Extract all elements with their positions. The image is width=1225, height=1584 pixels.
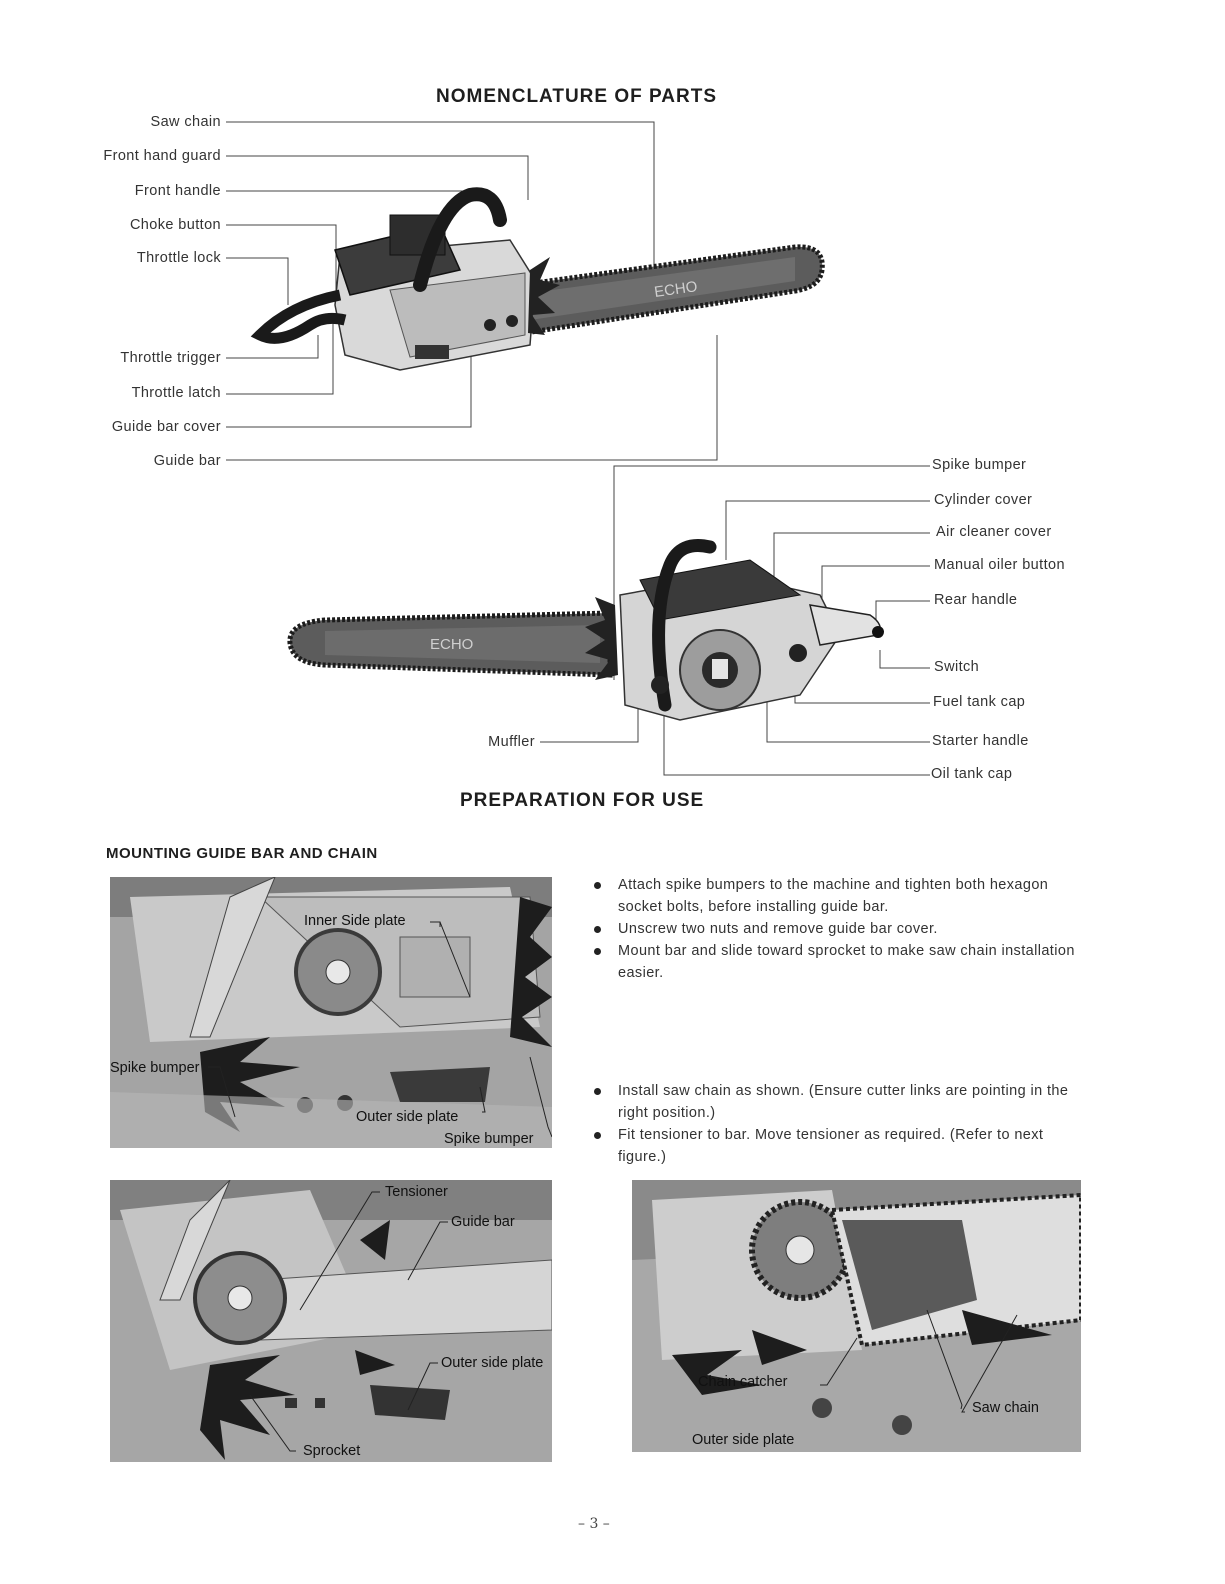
photo1-label-spike-bumper-left: Spike bumper bbox=[110, 1060, 200, 1076]
label-spike-bumper: Spike bumper bbox=[932, 457, 1027, 473]
instructions-top-list bbox=[592, 874, 1092, 984]
photo-tensioner-and-sprocket bbox=[110, 1180, 552, 1462]
instructions-bottom-list bbox=[592, 1080, 1092, 1168]
list-item: Unscrew two nuts and remove guide bar cover. bbox=[592, 918, 1092, 940]
photo1-label-inner-side-plate: Inner Side plate bbox=[304, 913, 406, 929]
chainsaw-starter-side-illustration bbox=[280, 535, 890, 735]
bar-brand-text: ECHO bbox=[653, 278, 699, 301]
bar-brand-text-2: ECHO bbox=[430, 636, 474, 653]
photo-saw-chain-installed bbox=[632, 1180, 1081, 1452]
label-cylinder-cover: Cylinder cover bbox=[934, 492, 1033, 508]
list-item: Fit tensioner to bar. Move tensioner as required. (Refer to next figure.) bbox=[592, 1124, 1092, 1168]
label-muffler: Muffler bbox=[488, 734, 535, 750]
nomenclature-title: NOMENCLATURE OF PARTS bbox=[436, 86, 718, 107]
label-switch: Switch bbox=[934, 659, 980, 675]
mounting-section-title: MOUNTING GUIDE BAR AND CHAIN bbox=[106, 845, 378, 862]
label-throttle-trigger: Throttle trigger bbox=[120, 350, 221, 366]
label-guide-bar: Guide bar bbox=[153, 453, 221, 469]
list-item: Mount bar and slide toward sprocket to make saw chain installation easier. bbox=[592, 940, 1092, 984]
label-front-handle: Front handle bbox=[134, 183, 221, 199]
photo2-label-guide-bar: Guide bar bbox=[451, 1214, 515, 1230]
photo1-label-spike-bumper-right: Spike bumper bbox=[444, 1131, 534, 1147]
label-choke-button: Choke button bbox=[129, 217, 221, 233]
label-manual-oiler-button: Manual oiler button bbox=[934, 557, 1065, 573]
label-throttle-lock: Throttle lock bbox=[136, 250, 221, 266]
label-rear-handle: Rear handle bbox=[934, 592, 1018, 608]
label-oil-tank-cap: Oil tank cap bbox=[931, 766, 1013, 782]
label-fuel-tank-cap: Fuel tank cap bbox=[933, 694, 1026, 710]
photo2-label-sprocket: Sprocket bbox=[303, 1443, 361, 1459]
list-item: Attach spike bumpers to the machine and tighten both hexagon socket bolts, before installing guide bar. bbox=[592, 874, 1092, 918]
photo3-label-chain-catcher: Chain catcher bbox=[698, 1374, 788, 1390]
label-air-cleaner-cover: Air cleaner cover bbox=[936, 524, 1052, 540]
list-item: Install saw chain as shown. (Ensure cutter links are pointing in the right position.) bbox=[592, 1080, 1092, 1124]
photo2-label-tensioner: Tensioner bbox=[385, 1184, 448, 1200]
preparation-title: PREPARATION FOR USE bbox=[460, 790, 705, 811]
photo1-label-outer-side-plate: Outer side plate bbox=[356, 1109, 459, 1125]
label-starter-handle: Starter handle bbox=[932, 733, 1029, 749]
photo3-label-saw-chain: Saw chain bbox=[972, 1400, 1039, 1416]
label-throttle-latch: Throttle latch bbox=[131, 385, 221, 401]
photo3-label-outer-side-plate: Outer side plate bbox=[692, 1432, 795, 1448]
label-guide-bar-cover: Guide bar cover bbox=[111, 419, 221, 435]
label-front-hand-guard: Front hand guard bbox=[103, 148, 221, 164]
page-number: – 3 – bbox=[578, 1516, 610, 1532]
photo2-label-outer-side-plate: Outer side plate bbox=[441, 1355, 544, 1371]
photo-spike-bumper-mounting bbox=[110, 877, 552, 1148]
chainsaw-side-view-illustration bbox=[250, 185, 830, 385]
label-saw-chain: Saw chain bbox=[150, 114, 221, 130]
